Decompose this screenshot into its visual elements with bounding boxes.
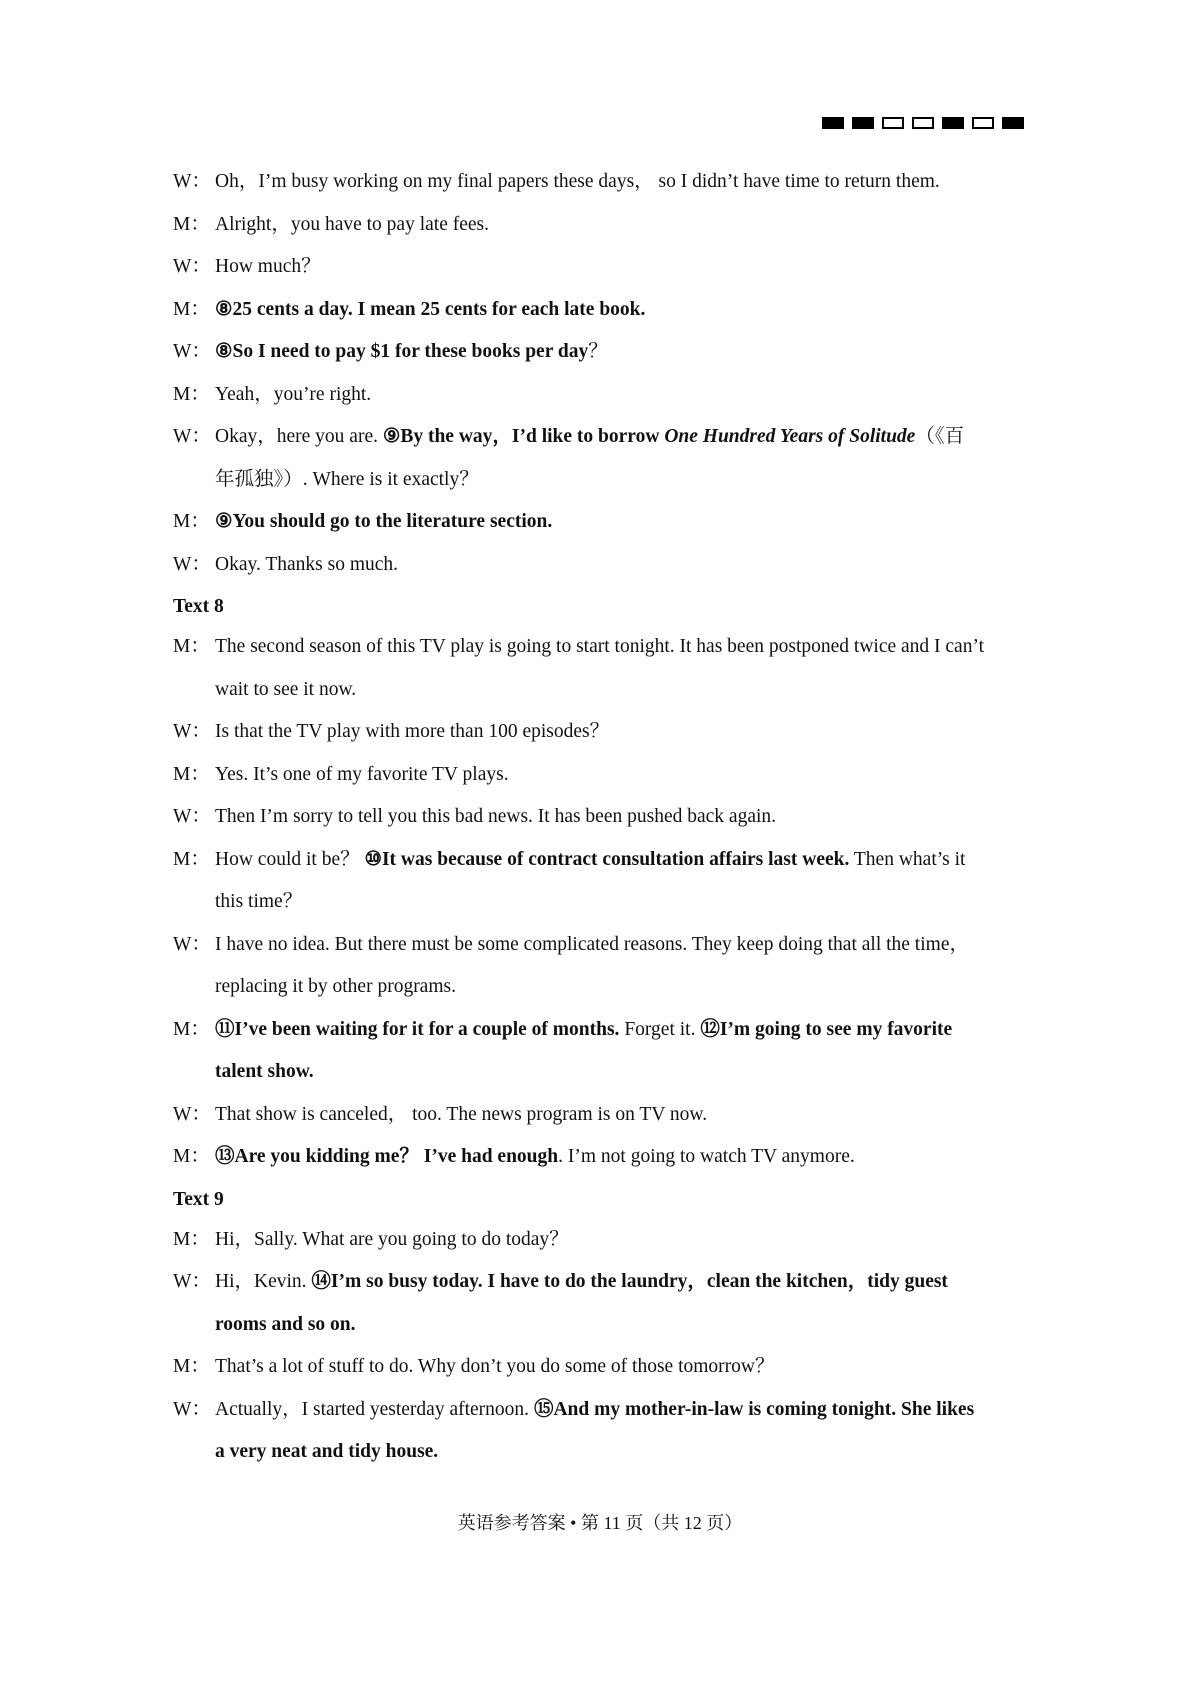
dialogue-text: Hi，Sally. What are you going to do today？ [215,1228,569,1250]
dialogue-text: （《百 [915,426,965,447]
header-mark [942,117,964,129]
dialogue-text: Actually，I started yesterday afternoon. [215,1398,534,1420]
speaker-label: W： [173,933,211,955]
section-heading: Text 8 [173,596,224,617]
speaker-label: W： [173,341,211,362]
answer-text: ⑮And my mother-in-law is coming tonight. She likes [533,1398,975,1420]
dialogue-continuation [173,459,1033,501]
header-mark [1002,117,1024,129]
dialogue-text: Then I’m sorry to tell you this bad news. It has been pushed back again. [215,806,777,827]
dialogue-line [173,508,1033,536]
dialogue-continuation [173,881,1033,923]
dialogue-text: replacing it by other programs. [215,976,456,997]
dialogue-line [173,296,1033,324]
section-heading: Text 9 [173,1188,224,1210]
speaker-label: M： [173,511,210,532]
dialogue-line [173,1101,1033,1129]
dialogue-continuation [173,1304,1033,1346]
dialogue-continuation [173,669,1033,711]
dialogue-line [173,931,1033,959]
answer-text: rooms and so on. [215,1313,356,1335]
dialogue-line [173,211,1033,239]
answer-text: a very neat and tidy house. [215,1441,439,1462]
answer-text: ⑬Are you kidding me？ I’ve had enough [215,1146,559,1167]
dialogue-continuation [173,1051,1033,1093]
dialogue-text: How much？ [215,256,321,277]
dialogue-text: . I’m not going to watch TV anymore. [558,1146,855,1167]
speaker-label: W： [173,1103,211,1125]
dialogue-line [173,1016,1033,1044]
dialogue-text: Okay. Thanks so much. [215,553,399,575]
dialogue-text: Hi，Kevin. [215,1271,312,1292]
dialogue-text: Yeah，you’re right. [215,383,372,405]
answer-text: One Hundred Years of Solitude [664,426,916,447]
speaker-label: M： [173,298,210,320]
header-mark [852,117,874,129]
dialogue-line [173,1226,1033,1254]
dialogue-text: How could it be？ [215,848,365,870]
dialogue-line [173,1353,1033,1381]
dialogue-line [173,1396,1033,1424]
speaker-label: W： [173,553,211,575]
dialogue-line [173,633,1033,661]
dialogue-text: That’s a lot of stuff to do. Why don’t you do some of those tomorrow？ [215,1356,775,1377]
dialogue-line [173,338,1033,366]
answer-text: ⑧So I need to pay $1 for these books per day [215,341,589,362]
answer-text: ⑫I’m going to see my favorite [700,1018,953,1040]
dialogue-text: ？ [588,341,608,362]
answer-text: ⑭I’m so busy today. I have to do the laundry，clean the kitchen，tidy guest [311,1271,948,1292]
speaker-label: M： [173,1228,210,1250]
dialogue-continuation [173,1431,1033,1473]
dialogue-line [173,1143,1033,1171]
speaker-label: M： [173,1146,210,1167]
header-mark [912,117,934,129]
dialogue-line [173,168,1033,196]
dialogue-text: Is that the TV play with more than 100 episodes？ [215,721,610,742]
dialogue-text: Oh，I’m busy working on my final papers these days， so I didn’t have time to return them. [215,171,940,192]
speaker-label: W： [173,426,211,447]
dialogue-line [173,423,1033,451]
dialogue-line [173,761,1033,789]
speaker-label: M： [173,1356,210,1377]
dialogue-line [173,803,1033,831]
answer-text: ⑪I’ve been waiting for it for a couple of months. [215,1018,620,1040]
dialogue-text: wait to see it now. [215,678,357,700]
dialogue-text: Yes. It’s one of my favorite TV plays. [215,763,509,785]
answer-text: ⑧25 cents a day. I mean 25 cents for each late book. [215,298,646,320]
dialogue-content [173,168,1033,1481]
speaker-label: W： [173,806,211,827]
dialogue-text: 年孤独》）. Where is it exactly？ [215,468,479,490]
dialogue-line [173,718,1033,746]
dialogue-line [173,551,1033,579]
speaker-label: M： [173,213,210,235]
dialogue-text: The second season of this TV play is going to start tonight. It has been postponed twice and I can’t [215,636,985,657]
answer-text: talent show. [215,1061,314,1082]
dialogue-text: Forget it. [619,1018,701,1040]
speaker-label: M： [173,383,210,405]
speaker-label: M： [173,848,210,870]
dialogue-text: Okay，here you are. [215,426,383,447]
dialogue-continuation [173,966,1033,1008]
dialogue-text: Then what’s it [849,848,966,870]
dialogue-text: That show is canceled， too. The news program is on TV now. [215,1103,708,1125]
speaker-label: W： [173,171,211,192]
speaker-label: M： [173,763,210,785]
dialogue-text: I have no idea. But there must be some complicated reasons. They keep doing that all the time， [215,933,969,955]
speaker-label: M： [173,1018,210,1040]
speaker-label: W： [173,1271,211,1292]
answer-text: ⑩It was because of contract consultation affairs last week. [364,848,850,870]
dialogue-line [173,1268,1033,1296]
header-mark [972,117,994,129]
dialogue-line [173,253,1033,281]
header-marks [822,117,1024,129]
dialogue-text: Alright，you have to pay late fees. [215,213,489,235]
dialogue-line [173,381,1033,409]
page-footer: 英语参考答案 • 第 11 页（共 12 页） [457,1513,743,1533]
speaker-label: M： [173,636,210,657]
header-mark [822,117,844,129]
answer-text: ⑨You should go to the literature section. [215,511,553,532]
answer-text: ⑨By the way，I’d like to borrow [382,426,665,447]
speaker-label: W： [173,1398,211,1420]
speaker-label: W： [173,721,211,742]
dialogue-line [173,846,1033,874]
dialogue-text: this time？ [215,891,303,912]
header-mark [882,117,904,129]
speaker-label: W： [173,256,211,277]
